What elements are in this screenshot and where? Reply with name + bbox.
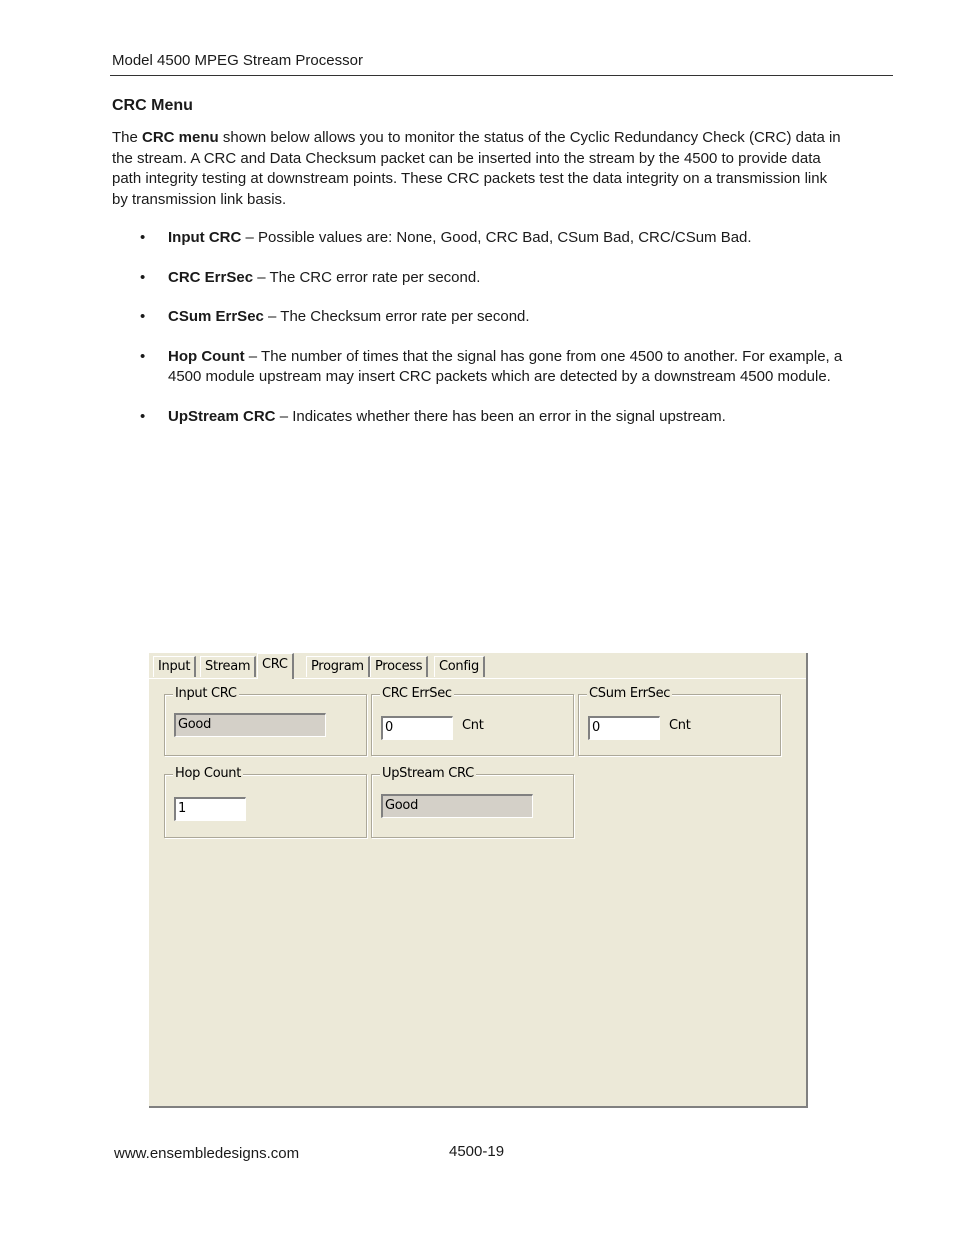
bullet-term: CSum ErrSec (168, 308, 264, 325)
tab-process[interactable]: Process (370, 656, 428, 677)
definition-list (112, 228, 852, 446)
tab-stream[interactable]: Stream (200, 656, 256, 677)
crc-errsec-field[interactable]: 0 (381, 716, 453, 740)
bullet-term: Input CRC (168, 229, 242, 246)
hop-count-label: Hop Count (175, 766, 242, 781)
footer-page-number: 4500-19 (449, 1143, 505, 1160)
section-title: CRC Menu (112, 97, 193, 114)
crc-errsec-label: CRC ErrSec (382, 686, 452, 701)
tab-input[interactable]: Input (153, 656, 196, 677)
crc-menu-window (149, 653, 808, 1108)
intro-body: shown below allows you to monitor the status of the Cyclic Redundancy Check (CRC) data in the stream. A CRC and Data Checksum packet can be inserted into the stream by the 4500 to provide data path integrity testing at downstream points. These CRC packets test the data integrity on a transmission link by transmission link basis. (112, 129, 841, 208)
csum-errsec-group (578, 686, 781, 756)
footer-website: www.ensembledesigns.com (114, 1145, 300, 1162)
input-crc-label: Input CRC (175, 686, 237, 701)
list-item (112, 268, 852, 289)
hop-count-group (164, 766, 367, 838)
bullet-term: UpStream CRC (168, 407, 276, 425)
crc-errsec-unit: Cnt (462, 718, 484, 733)
bullet-term: CRC ErrSec (168, 268, 254, 286)
bullet-desc: – Possible values are: None, Good, CRC Bad, CSum Bad, CRC/CSum Bad. (241, 229, 752, 246)
list-item (112, 307, 852, 328)
upstream-crc-field: Good (381, 794, 533, 818)
tab-config[interactable]: Config (434, 656, 485, 677)
tab-crc[interactable]: CRC (257, 653, 294, 679)
header-rule (110, 75, 893, 76)
intro-paragraph (112, 128, 847, 210)
crc-errsec-group (371, 686, 574, 756)
list-item (112, 407, 852, 428)
bullet-term: Hop Count (168, 347, 245, 365)
bullet-desc: – The CRC error rate per second. (253, 268, 481, 286)
intro-prefix: The (112, 129, 143, 146)
bullet-desc: – The Checksum error rate per second. (263, 308, 530, 325)
csum-errsec-field[interactable]: 0 (588, 716, 660, 740)
upstream-crc-label: UpStream CRC (382, 766, 474, 781)
input-crc-field: Good (174, 713, 326, 737)
bullet-desc: – The number of times that the signal has gone from one 4500 to another. For example, a 4500 module upstream may insert CRC packets which are detected by a downstream 4500 module. (168, 347, 843, 385)
bullet-desc: – Indicates whether there has been an error in the signal upstream. (275, 407, 726, 425)
tab-program[interactable]: Program (306, 656, 370, 677)
tab-strip (149, 653, 806, 679)
csum-errsec-label: CSum ErrSec (589, 686, 671, 701)
list-item (112, 228, 852, 249)
running-header: Model 4500 MPEG Stream Processor (112, 52, 363, 69)
hop-count-field[interactable]: 1 (174, 797, 246, 821)
upstream-crc-group (371, 766, 574, 838)
input-crc-group (164, 686, 367, 756)
intro-bold-term: CRC menu (142, 129, 219, 146)
csum-errsec-unit: Cnt (669, 718, 691, 733)
list-item (112, 347, 852, 388)
